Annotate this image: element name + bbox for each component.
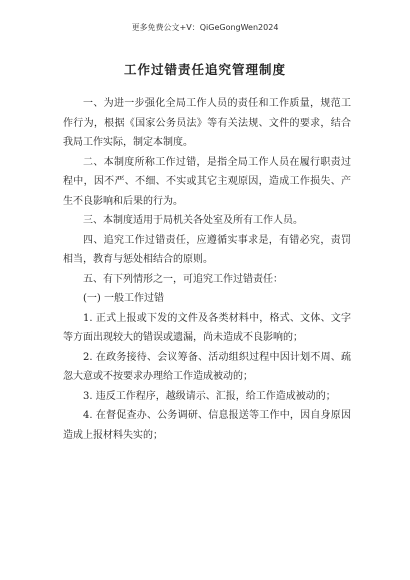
paragraph: 4. 在督促查办、公务调研、信息报送等工作中，因自身原因造成上报材料失实的； — [63, 410, 351, 441]
paragraph: 3. 违反工作程序，越级请示、汇报，给工作造成被动的； — [83, 390, 336, 402]
paragraph: 1. 正式上报或下发的文件及各类材料中，格式、文体、文字等方面出现较大的错误或遗漏，尚未造成不良影响的； — [63, 312, 351, 343]
paragraph: 2. 在政务接待、会议筹备、活动组织过程中因计划不周、疏忽大意或不按要求办理给工作造成被动的； — [63, 351, 351, 382]
section-heading: (一) 一般工作过错 — [83, 293, 164, 304]
document-body — [63, 94, 351, 445]
paragraph: 一、为进一步强化全局工作人员的责任和工作质量，规范工作行为，根据《国家公务员法》等有关法规、文件的要求，结合我局工作实际，制定本制度。 — [63, 98, 351, 148]
paragraph: 四、追究工作过错责任，应遵循实事求是，有错必究，责罚相当，教育与惩处相结合的原则。 — [63, 234, 351, 265]
paragraph: 二、本制度所称工作过错，是指全局工作人员在履行职责过程中，因不严、不细、不实或其它主观原因，造成工作损失、产生不良影响和后果的行为。 — [63, 156, 351, 207]
page-header: 更多免费公文+V：QiGeGongWen2024 — [131, 23, 279, 32]
document-title: 工作过错责任追究管理制度 — [123, 62, 286, 77]
paragraph: 五、有下列情形之一，可追究工作过错责任： — [83, 273, 283, 285]
paragraph: 三、本制度适用于局机关各处室及所有工作人员。 — [83, 215, 303, 226]
